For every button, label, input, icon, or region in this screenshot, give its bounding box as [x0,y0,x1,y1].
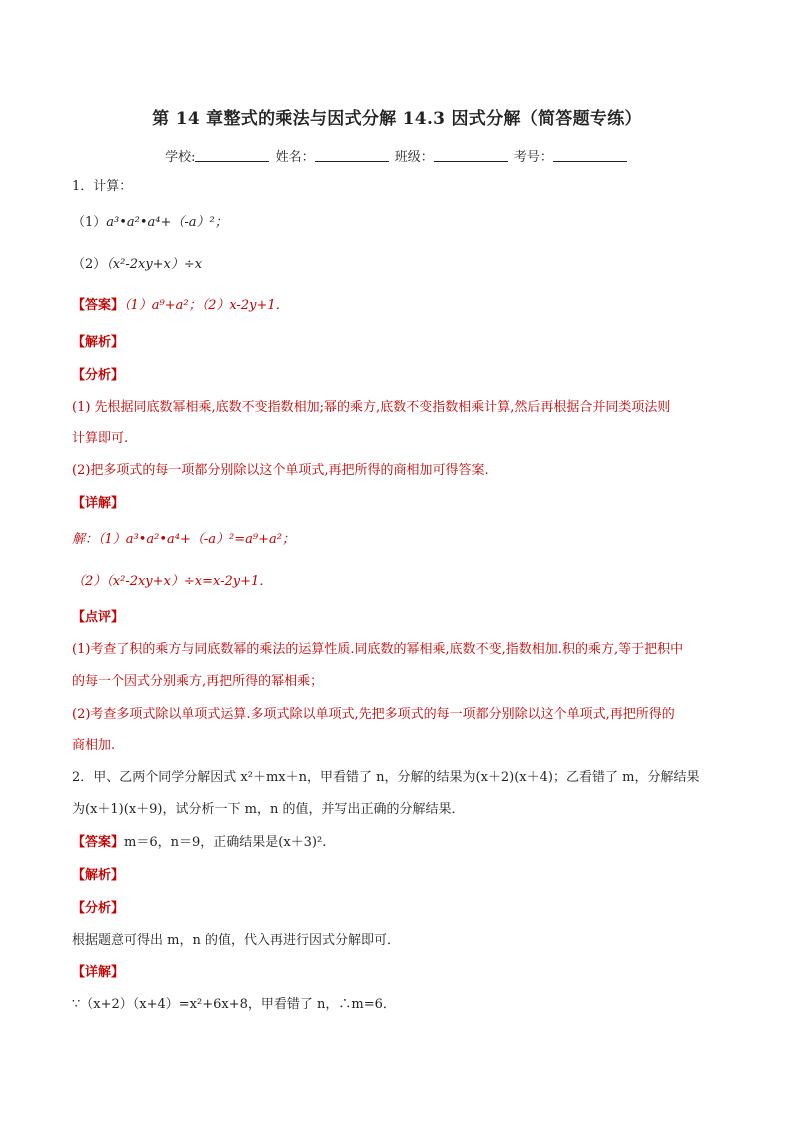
school-label: 学校: [165,150,196,165]
q1-stem-text: 计算： [93,179,133,194]
exam-number-label: 考号： [513,150,553,165]
q1-fenxi-line-1a: (1) 先根据同底数幂相乘,底数不变指数相加;幂的乘方,底数不变指数相乘计算,然后再根据合并同类项法则 [72,400,671,415]
q2-answer-tag: 【答案】 [72,835,125,850]
exam-number-blank[interactable] [553,149,627,162]
q1-fenxi-tag: 【分析】 [72,368,125,383]
q1-item2-label: （2） [72,257,107,272]
q1-dianping-line-2a: (2)考查多项式除以单项式运算.多项式除以单项式,先把多项式的每一项都分别除以这个单项式,再把所得的 [72,707,675,722]
q2-stem-line-b: 为(x＋1)(x＋9)，试分析一下 m，n 的值，并写出正确的分解结果． [72,802,465,817]
q1-answer [72,297,289,315]
q2-answer [72,834,326,852]
q1-xiangjie-line-1: 解：（1）a³•a²•a⁴+（-a）²=a⁹+a²； [72,532,295,547]
class-blank[interactable] [434,149,508,162]
q1-fenxi-line-2: (2)把多项式的每一项都分别除以这个单项式,再把所得的商相加可得答案. [72,463,489,478]
q1-dianping-line-2b: 商相加. [72,738,116,753]
q1-item-2 [72,256,202,274]
class-label: 班级： [394,150,434,165]
school-blank[interactable] [195,149,269,162]
q1-item1-label: （1） [72,215,107,230]
q2-answer-text: m＝6，n＝9，正确结果是(x＋3)². [124,835,327,850]
name-label: 姓名： [275,150,315,165]
q2-xiangjie-line-1: ∵（x+2）（x+4）=x²+6x+8，甲看错了 n，∴m=6． [72,997,396,1012]
q2-fenxi-text: 根据题意可得出 m，n 的值，代入再进行因式分解即可． [72,933,400,948]
q2-number: 2． [72,770,94,785]
q1-answer-text: （1）a⁹+a²；（2）x-2y+1． [124,298,289,313]
q1-dianping-line-1b: 的每一个因式分别乘方,再把所得的幂相乘； [72,674,324,689]
q1-dianping-tag: 【点评】 [72,610,125,625]
q2-xiangjie-tag: 【详解】 [72,965,125,980]
q1-stem [72,178,132,196]
q2-stem-text-a: 甲、乙两个同学分解因式 x²＋mx＋n，甲看错了 n，分解的结果为(x＋2)(x＋4)；乙看错了 m，分解结果 [93,770,700,785]
q2-fenxi-tag: 【分析】 [72,901,125,916]
q1-xiangjie-line-2: （2）（x²-2xy+x）÷x=x-2y+1． [72,574,273,589]
q1-item-1 [72,214,228,232]
page-title: 第 14 章整式的乘法与因式分解 14.3 因式分解（简答题专练） [152,109,642,129]
name-blank[interactable] [315,149,389,162]
q1-fenxi-line-1b: 计算即可. [72,431,129,446]
q1-jiexi-tag: 【解析】 [72,335,125,350]
q1-number: 1． [72,179,94,194]
q1-dianping-line-1a: (1)考查了积的乘方与同底数幂的乘法的运算性质.同底数的幂相乘,底数不变,指数相加.积的乘方,等于把积中 [72,642,684,657]
q1-item1-expr: a³•a²•a⁴+（-a）²； [106,215,228,230]
q2-stem-line-a [72,769,699,787]
q1-answer-tag: 【答案】 [72,298,125,313]
q2-jiexi-tag: 【解析】 [72,868,125,883]
q1-xiangjie-tag: 【详解】 [72,496,125,511]
student-info-line [0,146,794,165]
q1-item2-expr: （x²-2xy+x）÷x [106,257,203,272]
